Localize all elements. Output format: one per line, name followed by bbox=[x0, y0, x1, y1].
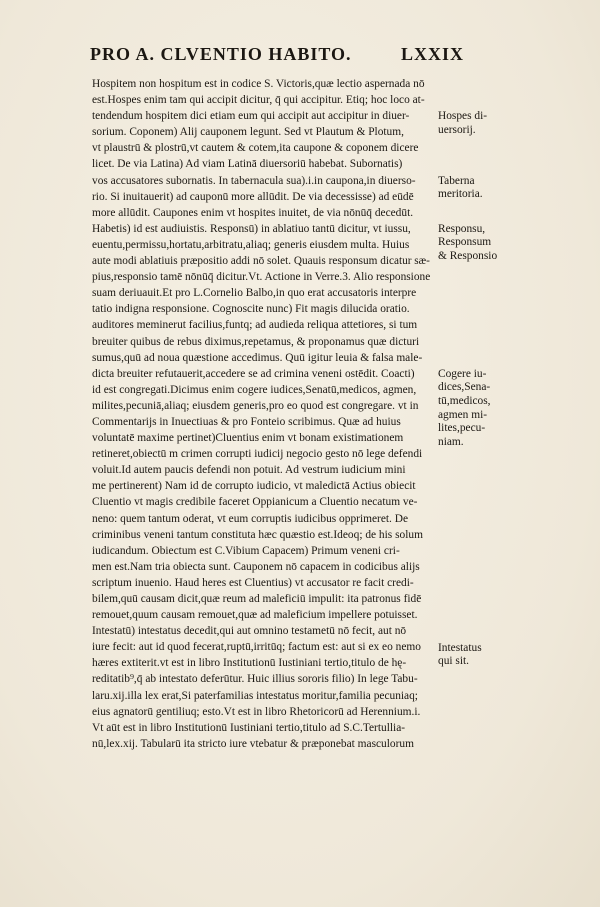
text-line: iure fecit: aut id quod fecerat,ruptū,irritūq; factum est: aut si ex eo nemo bbox=[92, 641, 421, 654]
text-line: est.Hospes enim tam qui accipit dicitur, q̄ qui accipitur. Etiq; hoc loco at- bbox=[92, 94, 425, 107]
margin-note-line: Cogere iu- bbox=[438, 367, 487, 380]
text-line: Vt aūt est in libro Institutionū Iustiniani tertio,titulo ad S.C.Tertullia- bbox=[92, 721, 406, 734]
text-line: vos accusatores subornatis. In tabernacula sua).i.in caupona,in diuerso- bbox=[92, 174, 416, 187]
margin-note-line: Intestatus bbox=[438, 641, 482, 654]
text-line: voluntatē maxime pertinet)Cluentius enim vt bonam existimationem bbox=[92, 432, 404, 445]
margin-note-line: dices,Sena- bbox=[438, 381, 491, 394]
margin-note bbox=[438, 110, 538, 137]
text-line: retineret,obiectū m crimen corrupti iudicij negocio gesto nō lege defendi bbox=[92, 448, 423, 461]
text-line: scriptum inuenio. Haud heres est Cluentius) vt accusator re facit credi- bbox=[92, 576, 414, 589]
margin-note-line: agmen mi- bbox=[438, 408, 488, 421]
text-line: laru.xij.illa lex erat,Si paterfamilias intestatus moritur,familia pecuniaq; bbox=[92, 689, 418, 702]
text-line: neno: quem tantum oderat, vt eum corruptis iudicibus opprimeret. De bbox=[92, 512, 409, 525]
text-line: voluit.Id autem paucis defendi non potuit. Ad vestrum iudicium mini bbox=[92, 464, 406, 477]
text-line: id est congregati.Dicimus enim cogere iudices,Senatū,medicos, agmen, bbox=[92, 383, 417, 396]
text-line: milites,pecuniā,aliaq; eiusdem generis,pro eo quod est congregare. vt in bbox=[92, 399, 419, 412]
text-line: euentu,permissu,hortatu,arbitratu,aliaq; generis eiusdem multa. Huius bbox=[92, 238, 410, 251]
margin-note-line: Responsu, bbox=[438, 222, 486, 235]
margin-note-line: qui sit. bbox=[438, 655, 470, 668]
margin-note-line: niam. bbox=[438, 435, 464, 448]
margin-note-line: Hospes di- bbox=[438, 110, 488, 123]
margin-note bbox=[438, 175, 538, 202]
text-line: auditores meminerut facilius,funtq; ad audieda reliqua attetiores, si tum bbox=[92, 319, 418, 332]
text-line: pius,responsio tamē nōnūq̄ dicitur.Vt. Actione in Verre.3. Alio responsione bbox=[92, 271, 430, 284]
text-line: tatio indigna responsione. Cognoscite nunc) Fit magis dilucida oratio. bbox=[92, 303, 410, 316]
running-head bbox=[0, 44, 600, 68]
text-line: me pertinerent) Nam id de corrupto iudicio, vt maledictā Actius obiecit bbox=[92, 480, 416, 493]
text-line: dicta breuiter refutauerit,accedere se ad crimina veneni ostēdit. Coacti) bbox=[92, 367, 415, 380]
text-line: iudicandum. Obiectum est C.Vibium Capacem) Primum veneni cri- bbox=[92, 544, 400, 557]
text-line: reditatib⁹,q̄ ab intestato deferūtur. Huic illius sororis filio) In lege Tabu- bbox=[92, 673, 418, 686]
text-line: licet. De via Latina) Ad viam Latinā diuersoriū habebat. Subornatis) bbox=[92, 158, 403, 171]
text-line: aute modi ablatiuis præpositio addi nō solet. Quauis responsum dicatur sæ- bbox=[92, 255, 430, 268]
commentary-text bbox=[92, 76, 432, 752]
text-line: more allūdit. Caupones enim vt hospites inuitet, de via nōnūq̄ decedūt. bbox=[92, 206, 414, 219]
text-line: rio. Si inuitauerit) ad cauponū more allūdit. De via decessisse) ad eūdē bbox=[92, 190, 414, 203]
margin-note-line: lites,pecu- bbox=[438, 422, 486, 435]
text-line: Commentarijs in Inuectiuas & pro Fonteio scribimus. Quæ ad huius bbox=[92, 415, 401, 428]
text-line: breuiter quibus de rebus diximus,repetamus, & proponamus quæ dicturi bbox=[92, 335, 420, 348]
margin-note-line: meritoria. bbox=[438, 188, 483, 201]
text-line: vt plaustrū & plostrū,vt cautem & cotem,ita caupone & coponem dicere bbox=[92, 142, 419, 155]
text-line: nū,lex.xij. Tabularū ita stricto iure vtebatur & præponebat masculorum bbox=[92, 737, 414, 750]
text-line: sumus,quū ad noua quæstione accedimus. Quū igitur leuia & falsa male- bbox=[92, 351, 423, 364]
folio-number: LXXIX bbox=[400, 44, 464, 64]
text-line: eius agnatorū gentiliuq; esto.Vt est in libro Rhetoricorū ad Herennium.i. bbox=[92, 705, 421, 718]
text-line: bilem,quū causam dicit,quæ reum ad maleficiū impulit: ita patronus fidē bbox=[92, 593, 422, 605]
text-line: remouet,quum causam remouet,quæ ad maleficium impellere potuisset. bbox=[92, 609, 418, 622]
text-line: Habetis) id est audiuistis. Responsū) in ablatiuo tantū dicitur, vt iussu, bbox=[92, 222, 411, 235]
text-line: men est.Nam tria obiecta sunt. Cauponem nō capacem in codicibus alijs bbox=[92, 560, 420, 573]
text-line: suam deriuauit.Et pro L.Cornelio Balbo,in quo erat accusatoris interpre bbox=[92, 287, 417, 300]
text-line: Cluentio vt magis credibile faceret Oppianicum a Cluentio necatum ve- bbox=[92, 496, 418, 509]
margin-note bbox=[438, 223, 538, 264]
margin-note-line: Taberna bbox=[438, 174, 475, 187]
text-line: hæres extiterit.vt est in libro Institutionū Iustiniani tertio,titulo de hę- bbox=[92, 657, 407, 670]
text-line: sorium. Coponem) Alij cauponem legunt. Sed vt Plautum & Plotum, bbox=[92, 126, 404, 139]
running-title: PRO A. CLVENTIO HABITO. bbox=[90, 44, 352, 64]
margin-note-line: Responsum bbox=[438, 236, 492, 249]
margin-note-line: tū,medicos, bbox=[438, 394, 491, 407]
text-line: Hospitem non hospitum est in codice S. Victoris,quæ lectio aspernada nō bbox=[92, 78, 425, 90]
margin-note-line: & Responsio bbox=[438, 250, 498, 263]
margin-note bbox=[438, 368, 538, 450]
text-line: Intestatū) intestatus decedit,qui aut omnino testametū nō fecit, aut nō bbox=[92, 625, 407, 638]
margin-note bbox=[438, 642, 538, 669]
text-line: tendendum hospitem dici etiam eum qui accipit aut accipitur in diuer- bbox=[92, 110, 410, 123]
margin-note-line: uersorij. bbox=[438, 123, 476, 136]
text-line: criminibus veneni tantum constituta hæc quæstio est.Ideoq; de his solum bbox=[92, 528, 423, 541]
